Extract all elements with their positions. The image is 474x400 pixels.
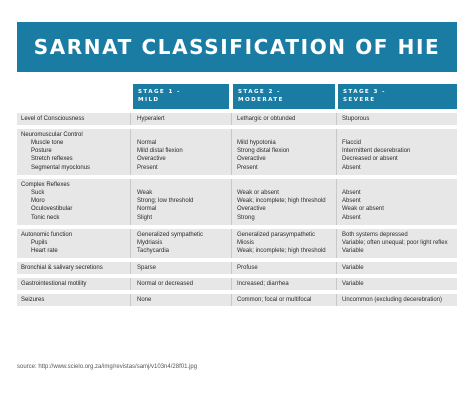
row-label-cell bbox=[17, 294, 127, 306]
cell-value: Absent bbox=[342, 214, 361, 221]
cell-value bbox=[137, 131, 229, 139]
cell-value: Decreased or absent bbox=[342, 156, 398, 163]
cell-value: Variable bbox=[342, 280, 364, 287]
cell-value: Strong distal flexion bbox=[237, 148, 290, 155]
title-banner bbox=[17, 22, 457, 72]
stage-2-cell bbox=[233, 129, 335, 175]
stage-3-cell bbox=[338, 179, 457, 225]
cell-value: Variable bbox=[342, 248, 364, 255]
row-label-cell bbox=[17, 113, 127, 125]
cell-value: Sparse bbox=[137, 264, 157, 271]
cell-value bbox=[342, 181, 457, 189]
column-divider bbox=[336, 294, 337, 306]
cell-value: Absent bbox=[342, 164, 361, 171]
row-heading: Gastrointestional motility bbox=[21, 280, 87, 287]
row-subheading: Tonic neck bbox=[31, 214, 60, 221]
cell-value: Present bbox=[237, 164, 258, 171]
cell-value: Overactive bbox=[237, 206, 266, 213]
cell-value: Normal or decreased bbox=[137, 280, 194, 287]
row-subheading: Muscle tone bbox=[31, 139, 64, 146]
cell-value: Profuse bbox=[237, 264, 258, 271]
cell-value bbox=[237, 181, 335, 189]
table-row bbox=[17, 278, 457, 290]
row-subheading: Posture bbox=[31, 148, 52, 155]
row-subheading: Pupils bbox=[31, 239, 48, 246]
cell-value: Strong bbox=[237, 214, 255, 221]
stage-1-cell bbox=[133, 294, 229, 306]
cell-value: Weak or absent bbox=[342, 206, 384, 213]
sarnat-table bbox=[17, 84, 457, 306]
cell-value: Both systems depressed bbox=[342, 231, 408, 238]
row-label-cell bbox=[17, 278, 127, 290]
column-divider bbox=[130, 129, 131, 175]
cell-value: Mild distal flexion bbox=[137, 148, 183, 155]
stage-1-cell bbox=[133, 229, 229, 258]
stage-2-cell bbox=[233, 179, 335, 225]
row-subheading: Oculovestibular bbox=[31, 206, 73, 213]
row-label-cell bbox=[17, 179, 127, 225]
cell-value: Weak bbox=[137, 189, 153, 196]
cell-value: Weak; incomplete; high threshold bbox=[237, 198, 326, 205]
table-header bbox=[17, 84, 457, 109]
cell-value: Increased; diarrhea bbox=[237, 280, 289, 287]
cell-value: Variable bbox=[342, 264, 364, 271]
stage-2-cell bbox=[233, 262, 335, 274]
column-divider bbox=[336, 278, 337, 290]
cell-value: Stuporous bbox=[342, 115, 370, 122]
column-divider bbox=[130, 229, 131, 258]
cell-value: Hyperalert bbox=[137, 115, 165, 122]
stage-1-header: STAGE 1 - MILD bbox=[133, 84, 229, 109]
cell-value: Weak; incomplete; high threshold bbox=[237, 248, 326, 255]
stage-3-cell bbox=[338, 129, 457, 175]
table-row bbox=[17, 294, 457, 306]
column-divider bbox=[231, 229, 232, 258]
stage-3-cell bbox=[338, 278, 457, 290]
column-divider bbox=[336, 229, 337, 258]
cell-value: Uncommon (excluding decerebration) bbox=[342, 296, 443, 303]
column-divider bbox=[336, 262, 337, 274]
stage-3-cell bbox=[338, 294, 457, 306]
cell-value: Mild hypotonia bbox=[237, 139, 276, 146]
column-divider bbox=[231, 129, 232, 175]
row-heading: Bronchial & salivary secretions bbox=[21, 264, 103, 271]
column-divider bbox=[231, 262, 232, 274]
stage-2-cell bbox=[233, 294, 335, 306]
column-divider bbox=[231, 278, 232, 290]
column-divider bbox=[336, 129, 337, 175]
cell-value: Slight bbox=[137, 214, 153, 221]
cell-value: Absent bbox=[342, 189, 361, 196]
column-divider bbox=[231, 179, 232, 225]
stage-2-cell bbox=[233, 113, 335, 125]
cell-value: Lethargic or obtunded bbox=[237, 115, 296, 122]
column-divider bbox=[231, 113, 232, 125]
stage-1-cell bbox=[133, 113, 229, 125]
row-label-cell bbox=[17, 262, 127, 274]
stage-1-cell bbox=[133, 129, 229, 175]
stage-1-cell bbox=[133, 278, 229, 290]
row-subheading: Moro bbox=[31, 198, 45, 205]
cell-value: Flaccid bbox=[342, 139, 362, 146]
cell-value: Normal bbox=[137, 139, 157, 146]
row-heading: Autonomic function bbox=[21, 231, 73, 238]
cell-value: Variable; often unequal; poor light reflex bbox=[342, 239, 448, 246]
cell-value bbox=[237, 131, 335, 139]
cell-value: Generalized parasympathetic bbox=[237, 231, 316, 238]
row-heading: Level of Consciousness bbox=[21, 115, 85, 122]
stage-2-header: STAGE 2 - MODERATE bbox=[233, 84, 335, 109]
column-divider bbox=[231, 294, 232, 306]
column-divider bbox=[130, 113, 131, 125]
stage-3-header: STAGE 3 - SEVERE bbox=[338, 84, 457, 109]
column-divider bbox=[130, 278, 131, 290]
cell-value: Miosis bbox=[237, 239, 255, 246]
row-subheading: Stretch reflexes bbox=[31, 156, 73, 163]
stage-1-cell bbox=[133, 179, 229, 225]
row-heading: Seizures bbox=[21, 296, 45, 303]
cell-value: Tachycardia bbox=[137, 248, 170, 255]
cell-value: Overactive bbox=[137, 156, 166, 163]
column-divider bbox=[130, 179, 131, 225]
row-subheading: Segmental myoclonus bbox=[31, 164, 91, 171]
row-heading: Complex Reflexes bbox=[21, 181, 70, 188]
column-divider bbox=[130, 262, 131, 274]
cell-value: Intermittent decerebration bbox=[342, 148, 411, 155]
cell-value: Generalized sympathetic bbox=[137, 231, 204, 238]
stage-3-cell bbox=[338, 113, 457, 125]
column-divider bbox=[336, 179, 337, 225]
table-row bbox=[17, 129, 457, 175]
cell-value: None bbox=[137, 296, 152, 303]
cell-value: Present bbox=[137, 164, 158, 171]
column-divider bbox=[130, 294, 131, 306]
table-row bbox=[17, 262, 457, 274]
row-heading: Neuromuscular Control bbox=[21, 131, 83, 138]
table-row bbox=[17, 229, 457, 258]
table-row bbox=[17, 179, 457, 225]
cell-value: Overactive bbox=[237, 156, 266, 163]
table-body bbox=[17, 113, 457, 306]
stage-2-cell bbox=[233, 278, 335, 290]
table-row bbox=[17, 113, 457, 125]
stage-3-cell bbox=[338, 229, 457, 258]
cell-value: Strong; low threshold bbox=[137, 198, 194, 205]
cell-value: Weak or absent bbox=[237, 189, 279, 196]
row-label-cell bbox=[17, 129, 127, 175]
cell-value bbox=[137, 181, 229, 189]
row-subheading: Suck bbox=[31, 189, 45, 196]
cell-value: Common; focal or multifocal bbox=[237, 296, 312, 303]
stage-3-cell bbox=[338, 262, 457, 274]
row-label-cell bbox=[17, 229, 127, 258]
row-subheading: Heart rate bbox=[31, 248, 58, 255]
cell-value: Mydriasis bbox=[137, 239, 163, 246]
cell-value: Absent bbox=[342, 198, 361, 205]
cell-value bbox=[342, 131, 457, 139]
column-divider bbox=[336, 113, 337, 125]
stage-1-cell bbox=[133, 262, 229, 274]
stage-2-cell bbox=[233, 229, 335, 258]
page-title: SARNAT CLASSIFICATION OF HIE bbox=[33, 35, 441, 59]
source-note: source: http://www.scielo.org.za/img/revistas/samj/v103n4/28f01.jpg bbox=[17, 364, 198, 370]
cell-value: Normal bbox=[137, 206, 157, 213]
